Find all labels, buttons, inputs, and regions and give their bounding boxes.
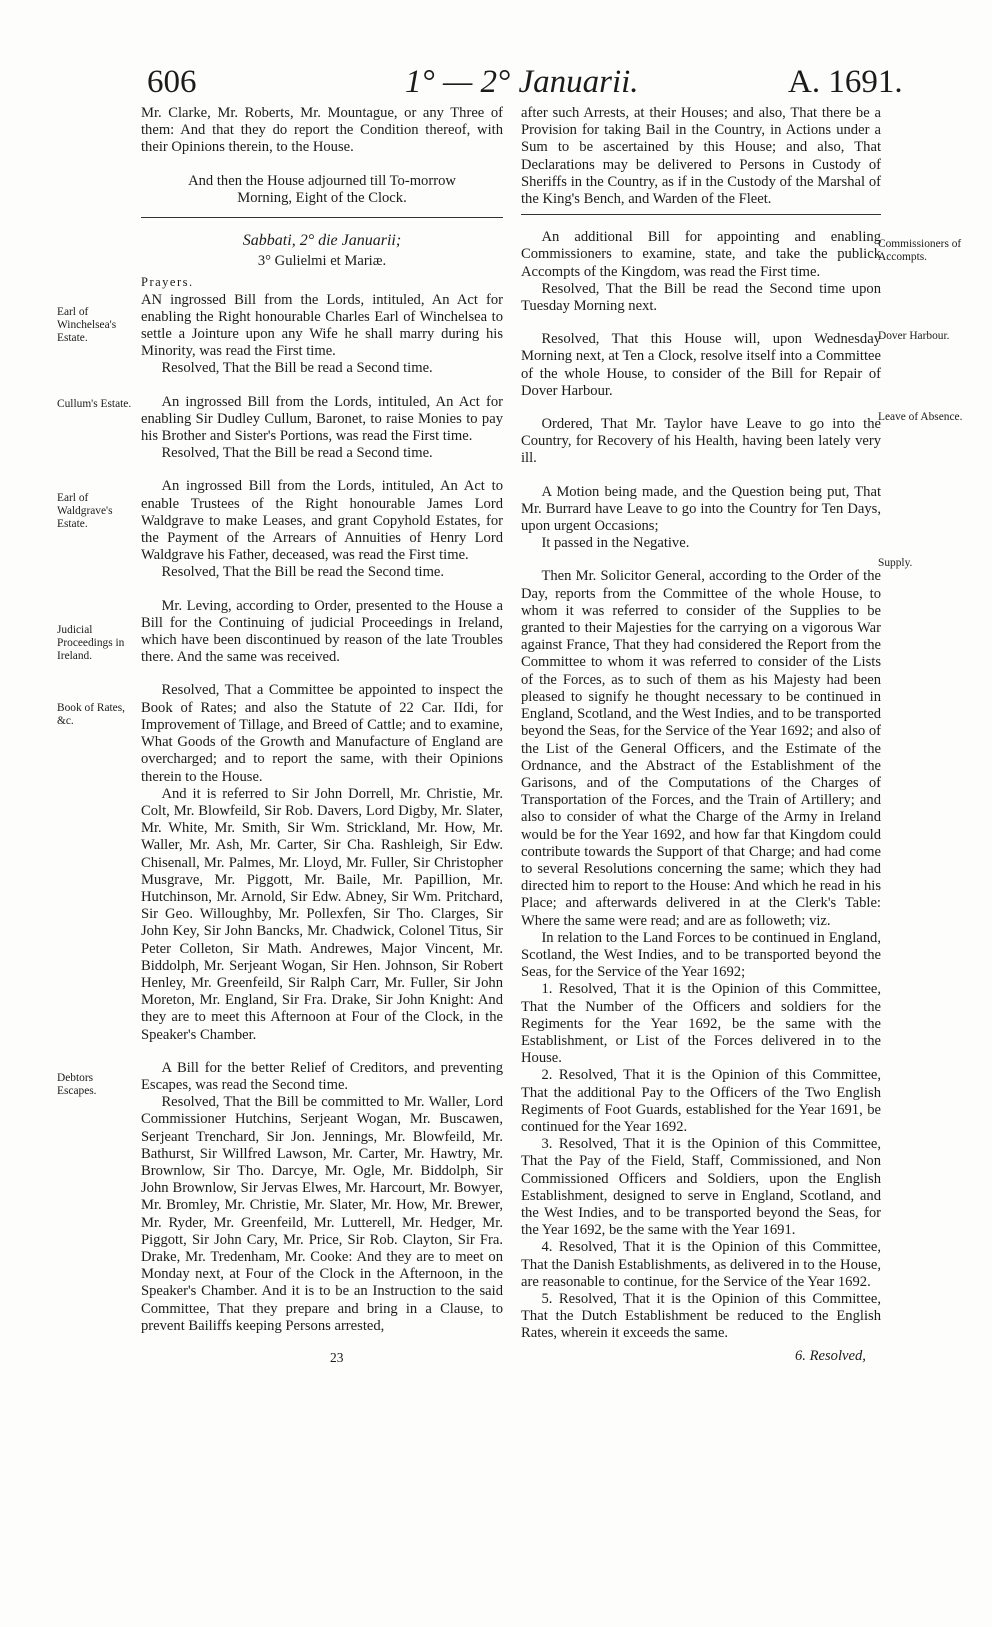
paragraph: A Bill for the better Relief of Creditors, and preventing Escapes, was read the Second time. bbox=[141, 1059, 503, 1093]
paragraph: after such Arrests, at their Houses; and also, That there be a Provision for taking Bail in the Country, in Actions under a Sum to be ascertained by this House; and also, That Declarations may be delivered to Persons in Custody of Sheriffs in the Country, as if in the Custody of the Marshal of the King's Bench, and Warden of the Fleet. bbox=[521, 105, 881, 208]
paragraph: An ingrossed Bill from the Lords, intituled, An Act for enabling Sir Dudley Cullum, Baronet, to raise Monies to pay his Brother and Sister's Portions, was read the First time. bbox=[141, 393, 503, 445]
margin-note: Dover Harbour. bbox=[878, 330, 950, 342]
resolution: 5. Resolved, That it is the Opinion of this Committee, That the Dutch Establishment be reduced to the English Rates, wherein it exceeds the same. bbox=[521, 1291, 881, 1342]
paragraph: Mr. Leving, according to Order, presented to the House a Bill for the Continuing of judicial Proceedings in Ireland, which have been discontinued by reason of the late Troubles there. And the same was received. bbox=[141, 597, 503, 666]
resolution: Resolved, That the Bill be read a Second time. bbox=[161, 360, 433, 377]
order: Ordered, That Mr. Taylor have Leave to go into the Country, for Recovery of his Health, having been lately very ill. bbox=[521, 416, 881, 467]
paragraph: Then Mr. Solicitor General, according to the Order of the Day, reports from the Committee of the whole House, to whom it was referred to consider of the Supplies to be granted to their Majesties for the carrying on a vigorous War against France, That they had considered the Report from the Committee to whom it was referred to consider of the Lists of the Forces, as to such of them as his Majesty had been pleased to signify he thought necessary to be continued in England, Scotland, and the West Indies, and to be transported beyond the Seas, for the Service of the Year 1692; and also of the List of the General Officers, and the Estimate of the Ordnance, and the Abstract of the Establishment of the Garisons, and of the Computations of the Charges of Transportation of the Forces, and the Train of Artillery; and also to consider of what the Charge of the Army in Ireland would be for the Year 1692, and how far that Kingdom could contribute towards the Support of that Charge; and had come to several Resolutions concerning the same; which they had directed him to report to the House: And which he read in his Place; and afterwards delivered in at the Clerk's Table: Where the same were read; and are as followeth; viz. bbox=[521, 568, 881, 929]
adjournment: And then the House adjourned till To-morrow Morning, Eight of the Clock. bbox=[188, 172, 456, 206]
paragraph: In relation to the Land Forces to be continued in England, Scotland, the West Indies, and to be transported beyond the Seas, for the Service of the Year 1692; bbox=[521, 929, 881, 981]
margin-note: Supply. bbox=[878, 557, 913, 569]
resolution: 4. Resolved, That it is the Opinion of this Committee, That the Danish Establishments, as delivered in to the House, are reasonable to continue, for the Service of the Year 1692. bbox=[521, 1239, 881, 1290]
paragraph: An additional Bill for appointing and enabling Commissioners to examine, state, and take the publick Accompts of the Kingdom, was read the First time. bbox=[521, 229, 881, 280]
divider bbox=[141, 217, 503, 218]
paragraph: AN ingrossed Bill from the Lords, intituled, An Act for enabling the Right honourable Charles Earl of Winchelsea to settle a Jointure upon any Wife he shall marry during his Minority, was read the First time. bbox=[141, 291, 503, 360]
sitting-date: Sabbati, 2° die Januarii; bbox=[242, 232, 402, 250]
regnal-year: 3° Gulielmi et Mariæ. bbox=[257, 253, 387, 270]
resolution: Resolved, That a Committee be appointed to inspect the Book of Rates; and also the Statute of 22 Car. IIdi, for Improvement of Tillage, and Breed of Cattle; and to examine, What Goods of the Growth and Manufacture of England are overcharged; and to report the same, with their Opinions therein to the House. bbox=[141, 682, 503, 785]
resolution: Resolved, That the Bill be read a Second time. bbox=[161, 445, 433, 462]
divider bbox=[521, 214, 881, 215]
margin-note: Earl of Winchelsea's Estate. bbox=[57, 306, 117, 344]
resolution: 3. Resolved, That it is the Opinion of this Committee, That the Pay of the Field, Staff, Commissioned, and Non Commissioned Officers and Soldiers, upon the English Establishment, designed to serve in England, Scotland, and the West Indies, and to be transported beyond the Seas, for the Year 1692, be the same with the Year 1691. bbox=[521, 1136, 881, 1239]
left-column bbox=[141, 105, 503, 1335]
resolution: 2. Resolved, That it is the Opinion of this Committee, That the additional Pay to the Officers of the Two English Regiments of Foot Guards, established for the Year 1691, be continued for the Year 1692. bbox=[521, 1067, 881, 1135]
page-date: 1° — 2° Januarii. bbox=[405, 64, 639, 100]
margin-note: Earl of Waldgrave's Estate. bbox=[57, 492, 113, 530]
paragraph: And it is referred to Sir John Dorrell, Mr. Christie, Mr. Colt, Mr. Blowfeild, Sir Rob. Davers, Lord Digby, Mr. Slater, Mr. White, Mr. Smith, Sir Wm. Strickland, Mr. How, Mr. Waller, Mr. Ash, Mr. Carter, Sir Cha. Rashleigh, Sir Edw. Chisenall, Mr. Palmes, Mr. Lloyd, Mr. Fuller, Sir Christopher Musgrave, Mr. Piggott, Mr. Baile, Mr. Papillion, Mr. Hutchinson, Mr. Arnold, Sir Edw. Abney, Sir Wm. Pritchard, Sir Geo. Willoughby, Mr. Pollexfen, Sir Tho. Clarges, Sir John Key, Sir John Bancks, Mr. Chadwick, Colonel Titus, Sir Peter Colleton, Sir Math. Andrewes, Major Vincent, Mr. Biddolph, Mr. Serjeant Wogan, Sir Hen. Johnson, Sir Robert Henley, Mr. Greenfeild, Sir Ralph Carr, Mr. Fuller, Sir John Moreton, Mr. England, Sir Fra. Drake, Sir John Knight: And they are to meet this Afternoon at Four of the Clock, in the Speaker's Chamber. bbox=[141, 785, 503, 1043]
prayers-heading: Prayers. bbox=[141, 275, 194, 290]
running-header bbox=[0, 62, 992, 110]
catchword: 6. Resolved, bbox=[795, 1348, 866, 1364]
folio-signature: 23 bbox=[330, 1350, 344, 1365]
margin-note: Commissioners of Accompts. bbox=[878, 238, 962, 263]
margin-note: Leave of Absence. bbox=[878, 411, 963, 423]
margin-note: Cullum's Estate. bbox=[57, 398, 132, 410]
paragraph: A Motion being made, and the Question being put, That Mr. Burrard have Leave to go into the Country for Ten Days, upon urgent Occasions; bbox=[521, 483, 881, 535]
paragraph: Mr. Clarke, Mr. Roberts, Mr. Mountague, or any Three of them: And that they do report the Condition thereof, with their Opinions therein, to the House. bbox=[141, 105, 503, 156]
margin-note: Book of Rates, &c. bbox=[57, 702, 126, 727]
page-number: 606 bbox=[147, 64, 197, 100]
margin-note: Debtors Escapes. bbox=[57, 1072, 97, 1097]
resolution: Resolved, That the Bill be read the Second time. bbox=[161, 564, 445, 581]
paragraph: It passed in the Negative. bbox=[541, 535, 690, 552]
page-year: A. 1691. bbox=[788, 64, 903, 100]
resolution: 1. Resolved, That it is the Opinion of this Committee, That the Number of the Officers and soldiers for the Regiments for the Year 1692, be the same with the Establishment, or List of the Forces delivered in to the House. bbox=[521, 981, 881, 1067]
resolution: Resolved, That this House will, upon Wednesday Morning next, at Ten a Clock, resolve itself into a Committee of the whole House, to consider of the Bill for Repair of Dover Harbour. bbox=[521, 331, 881, 399]
resolution: Resolved, That the Bill be read the Second time upon Tuesday Morning next. bbox=[521, 280, 881, 315]
resolution: Resolved, That the Bill be committed to Mr. Waller, Lord Commissioner Hutchins, Serjeant Wogan, Mr. Buscawen, Serjeant Trenchard, Sir Jon. Jennings, Mr. Blowfeild, Mr. Bathurst, Sir Willfred Lawson, Mr. Carter, Mr. Hawtry, Mr. Brownlow, Sir Tho. Darcye, Mr. Ogle, Mr. Biddolph, Sir John Brownlow, Sir Jervas Elwes, Mr. Harcourt, Mr. Bowyer, Mr. Bromley, Mr. Christie, Mr. Slater, Mr. How, Mr. Brewer, Mr. Ryder, Mr. Greenfeild, Mr. Lutterell, Mr. Hedger, Mr. Piggott, Sir John Cary, Mr. Price, Sir Rob. Clayton, Sir Fra. Drake, Mr. Tredenham, Mr. Cooke: And they are to meet on Monday next, at Four of the Clock in the Afternoon, in the Speaker's Chamber. And it is to be an Instruction to the said Committee, That they prepare and bring in a Clause, to prevent Bailiffs keeping Persons arrested, bbox=[141, 1094, 503, 1334]
paragraph: An ingrossed Bill from the Lords, intituled, An Act to enable Trustees of the Right honourable James Lord Waldgrave to make Leases, and grant Copyhold Estates, for the Payment of the Arrears of Annuities of Henry Lord Waldgrave his Father, deceased, was read the First time. bbox=[141, 478, 503, 564]
right-column bbox=[521, 105, 881, 1343]
margin-note: Judicial Proceedings in Ireland. bbox=[57, 624, 125, 662]
